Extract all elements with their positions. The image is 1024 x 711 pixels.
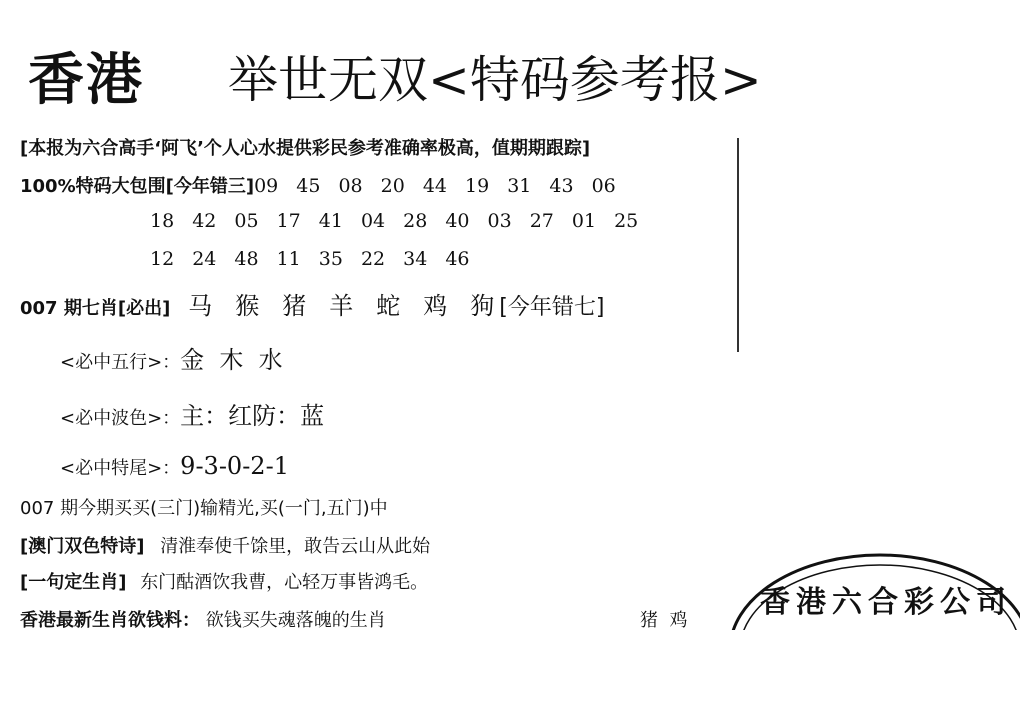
special-numbers-2 bbox=[150, 210, 656, 232]
svg-text:香港六合彩公司: 香港六合彩公司 bbox=[760, 585, 1012, 620]
special-number: 42 bbox=[192, 210, 217, 232]
zodiac-animal: 羊 bbox=[329, 292, 354, 320]
latest-line bbox=[20, 606, 386, 632]
special-number: 20 bbox=[380, 175, 405, 197]
special-number: 40 bbox=[445, 210, 470, 232]
special-number: 43 bbox=[549, 175, 574, 197]
special-number: 03 bbox=[487, 210, 512, 232]
company-seal bbox=[720, 540, 1020, 630]
special-number: 25 bbox=[614, 210, 639, 232]
special-number: 06 bbox=[591, 175, 616, 197]
special-number: 35 bbox=[318, 248, 343, 270]
poem-label: [澳门双色特诗] bbox=[20, 536, 145, 557]
special-number: 28 bbox=[403, 210, 428, 232]
latest-label: 香港最新生肖欲钱料： bbox=[20, 610, 200, 631]
special-label: 100%特码大包围[今年错三] bbox=[20, 176, 255, 197]
special-number: 44 bbox=[422, 175, 447, 197]
poem-text: 清淮奉使千馀里，敢告云山从此始 bbox=[160, 536, 431, 557]
wave-value: 主：红防：蓝 bbox=[180, 402, 325, 430]
latest-answer: 猪 鸡 bbox=[640, 610, 688, 631]
zodiac-animal: 鸡 bbox=[423, 292, 448, 320]
special-number: 31 bbox=[507, 175, 532, 197]
tail-label: <必中特尾>： bbox=[60, 458, 181, 479]
elements-row bbox=[60, 340, 283, 375]
special-number: 27 bbox=[529, 210, 554, 232]
special-number: 46 bbox=[445, 248, 470, 270]
doors-line: 007 期今期买买(三门)输精光,买(一门,五门)中 bbox=[20, 498, 388, 519]
tail-row bbox=[60, 452, 289, 480]
special-number: 08 bbox=[338, 175, 363, 197]
seal-stamp-icon bbox=[720, 540, 1020, 630]
special-number: 09 bbox=[254, 175, 279, 197]
special-number: 19 bbox=[465, 175, 490, 197]
special-number: 48 bbox=[234, 248, 259, 270]
special-number: 12 bbox=[150, 248, 175, 270]
special-numbers-1 bbox=[254, 175, 634, 197]
wave-row bbox=[60, 396, 324, 431]
zodiac-animal: 猴 bbox=[235, 292, 260, 320]
zodiac-animal: 猪 bbox=[282, 292, 307, 320]
wave-label: <必中波色>： bbox=[60, 408, 181, 429]
special-number: 34 bbox=[403, 248, 428, 270]
special-number: 24 bbox=[192, 248, 217, 270]
zodiac-label: 007 期七肖[必出] bbox=[20, 298, 171, 319]
special-number: 01 bbox=[571, 210, 597, 232]
tail-value: 9-3-0-2-1 bbox=[180, 452, 289, 480]
zodiac-animal: 马 bbox=[188, 292, 213, 320]
latest-text: 欲钱买失魂落魄的生肖 bbox=[205, 610, 386, 631]
special-number: 18 bbox=[150, 210, 175, 232]
zodiac-animals bbox=[188, 286, 517, 321]
special-number: 17 bbox=[276, 210, 301, 232]
special-numbers-3 bbox=[150, 248, 488, 270]
zodiac-animal: 蛇 bbox=[376, 292, 401, 320]
intro-line: [本报为六合高手‘阿飞’个人心水提供彩民参考准确率极高，值期期跟踪] bbox=[20, 138, 591, 159]
special-number: 22 bbox=[360, 248, 386, 270]
saying-line bbox=[20, 568, 428, 594]
elements-value: 金 木 水 bbox=[180, 346, 283, 374]
divider-line bbox=[737, 138, 739, 352]
brand-title: 香港 bbox=[28, 47, 144, 113]
paper-title: 举世无双<特码参考报> bbox=[228, 51, 762, 109]
special-row-1 bbox=[20, 172, 634, 198]
special-number: 11 bbox=[276, 248, 301, 270]
saying-text: 东门酤酒饮我曹，心轻万事皆鸿毛。 bbox=[140, 572, 429, 593]
saying-label: [一句定生肖] bbox=[20, 572, 127, 593]
zodiac-animal: 狗 bbox=[470, 292, 495, 320]
zodiac-note: [今年错七] bbox=[499, 295, 605, 320]
special-number: 05 bbox=[234, 210, 259, 232]
elements-label: <必中五行>： bbox=[60, 352, 181, 373]
special-number: 45 bbox=[296, 175, 321, 197]
poem-line bbox=[20, 532, 430, 558]
zodiac-row bbox=[20, 286, 604, 321]
special-number: 41 bbox=[318, 210, 343, 232]
special-number: 04 bbox=[360, 210, 386, 232]
